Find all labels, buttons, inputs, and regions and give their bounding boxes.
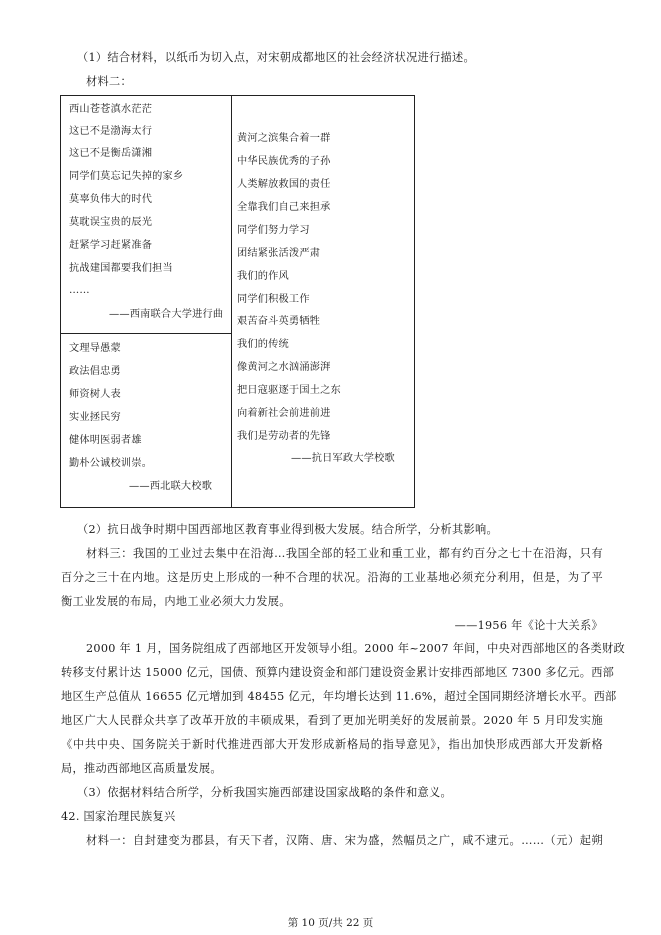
poem-divider-vertical — [231, 96, 232, 507]
material-2-label: 材料二： — [86, 75, 132, 88]
poem-line: 向着新社会前进前进 — [237, 408, 331, 419]
poem-line: 黄河之滨集合着一群 — [237, 133, 331, 144]
paragraph-line: 地区广大人民群众共享了改革开放的丰硕成果，看到了更加光明美好的发展前景。2020 年 5 月印发实施 — [61, 714, 603, 727]
question-42-title: 42. 国家治理民族复兴 — [61, 810, 176, 823]
poem-line: 这已不是渤海太行 — [69, 126, 153, 137]
paragraph-line: 《中共中央、国务院关于新时代推进西部大开发形成新格局的指导意见》，指出加快形成西部大开发新格 — [61, 738, 603, 751]
question-3: （3）依据材料结合所学，分析我国实施西部建设国家战略的条件和意义。 — [77, 786, 453, 799]
poem-source: ——西北联大校歌 — [129, 481, 213, 492]
paragraph-line: 转移支付累计达 15000 亿元，国债、预算内建设资金和部门建设资金累计安排西部地区 7300 多亿元。西部 — [61, 666, 615, 679]
paragraph-line: 衡工业发展的布局，内地工业必须大力发展。 — [61, 595, 291, 608]
poem-line: 中华民族优秀的子孙 — [237, 156, 331, 167]
poem-line: 政法倡忠勇 — [69, 366, 121, 377]
poem-line: 把日寇驱逐于国土之东 — [237, 385, 341, 396]
poem-line: 团结紧张活泼严肃 — [237, 248, 321, 259]
poem-line: 实业拯民穷 — [69, 412, 121, 423]
material-source: ——1956 年《论十大关系》 — [454, 619, 603, 632]
poem-line: 像黄河之水汹涌澎湃 — [237, 362, 331, 373]
poem-line: …… — [69, 285, 90, 296]
poem-line: 全靠我们自己来担承 — [237, 202, 331, 213]
paragraph-line: 2000 年 1 月，国务院组成了西部地区开发领导小组。2000 年~2007 年间，中央对西部地区的各类财政 — [86, 642, 625, 655]
poem-line: 人类解放救国的责任 — [237, 179, 331, 190]
poem-line: 我们的传统 — [237, 339, 289, 350]
poem-table — [60, 95, 415, 508]
poem-line: 健体明医弱者雄 — [69, 435, 142, 446]
poem-line: 艰苦奋斗英勇牺牲 — [237, 316, 321, 327]
poem-line: 同学们积极工作 — [237, 294, 310, 305]
poem-line: 同学们努力学习 — [237, 225, 310, 236]
poem-source: ——抗日军政大学校歌 — [291, 453, 395, 464]
question-1: （1）结合材料，以纸币为切入点，对宋朝成都地区的社会经济状况进行描述。 — [77, 51, 475, 64]
poem-line: 西山苍苍滇水茫茫 — [69, 104, 153, 115]
poem-line: 莫耽误宝贵的辰光 — [69, 217, 153, 228]
poem-line: 勤朴公诚校训崇。 — [69, 458, 153, 469]
paragraph-line: 地区生产总值从 16655 亿元增加到 48455 亿元，年均增长达到 11.6%，超过全国同期经济增长水平。西部 — [61, 690, 617, 703]
poem-divider-horizontal — [61, 333, 231, 334]
paragraph-line: 材料三：我国的工业过去集中在沿海…我国全部的轻工业和重工业，都有约百分之七十在沿海，只有 — [86, 547, 603, 560]
question-2: （2）抗日战争时期中国西部地区教育事业得到极大发展。结合所学，分析其影响。 — [77, 523, 498, 536]
page-footer: 第 10 页/共 22 页 — [287, 917, 374, 929]
poem-line: 这已不是衡岳潇湘 — [69, 148, 153, 159]
poem-line: 抗战建国都要我们担当 — [69, 263, 173, 274]
poem-line: 莫辜负伟大的时代 — [69, 194, 153, 205]
poem-line: 我们是劳动者的先锋 — [237, 431, 331, 442]
poem-line: 赶紧学习赶紧准备 — [69, 240, 153, 251]
material-42-line: 材料一：自封建变为郡县，有天下者，汉隋、唐、宋为盛，然幅员之广，咸不逮元。……（元）起朔 — [86, 834, 603, 847]
paragraph-line: 百分之三十在内地。这是历史上形成的一种不合理的状况。沿海的工业基地必须充分利用，但是，为了平 — [61, 571, 603, 584]
poem-line: 我们的作风 — [237, 271, 289, 282]
poem-line: 同学们莫忘记失掉的家乡 — [69, 171, 184, 182]
poem-line: 师资树人表 — [69, 389, 121, 400]
poem-source: ——西南联合大学进行曲 — [109, 309, 224, 320]
paragraph-line: 局，推动西部地区高质量发展。 — [61, 762, 222, 775]
poem-line: 文理导愚蒙 — [69, 343, 121, 354]
